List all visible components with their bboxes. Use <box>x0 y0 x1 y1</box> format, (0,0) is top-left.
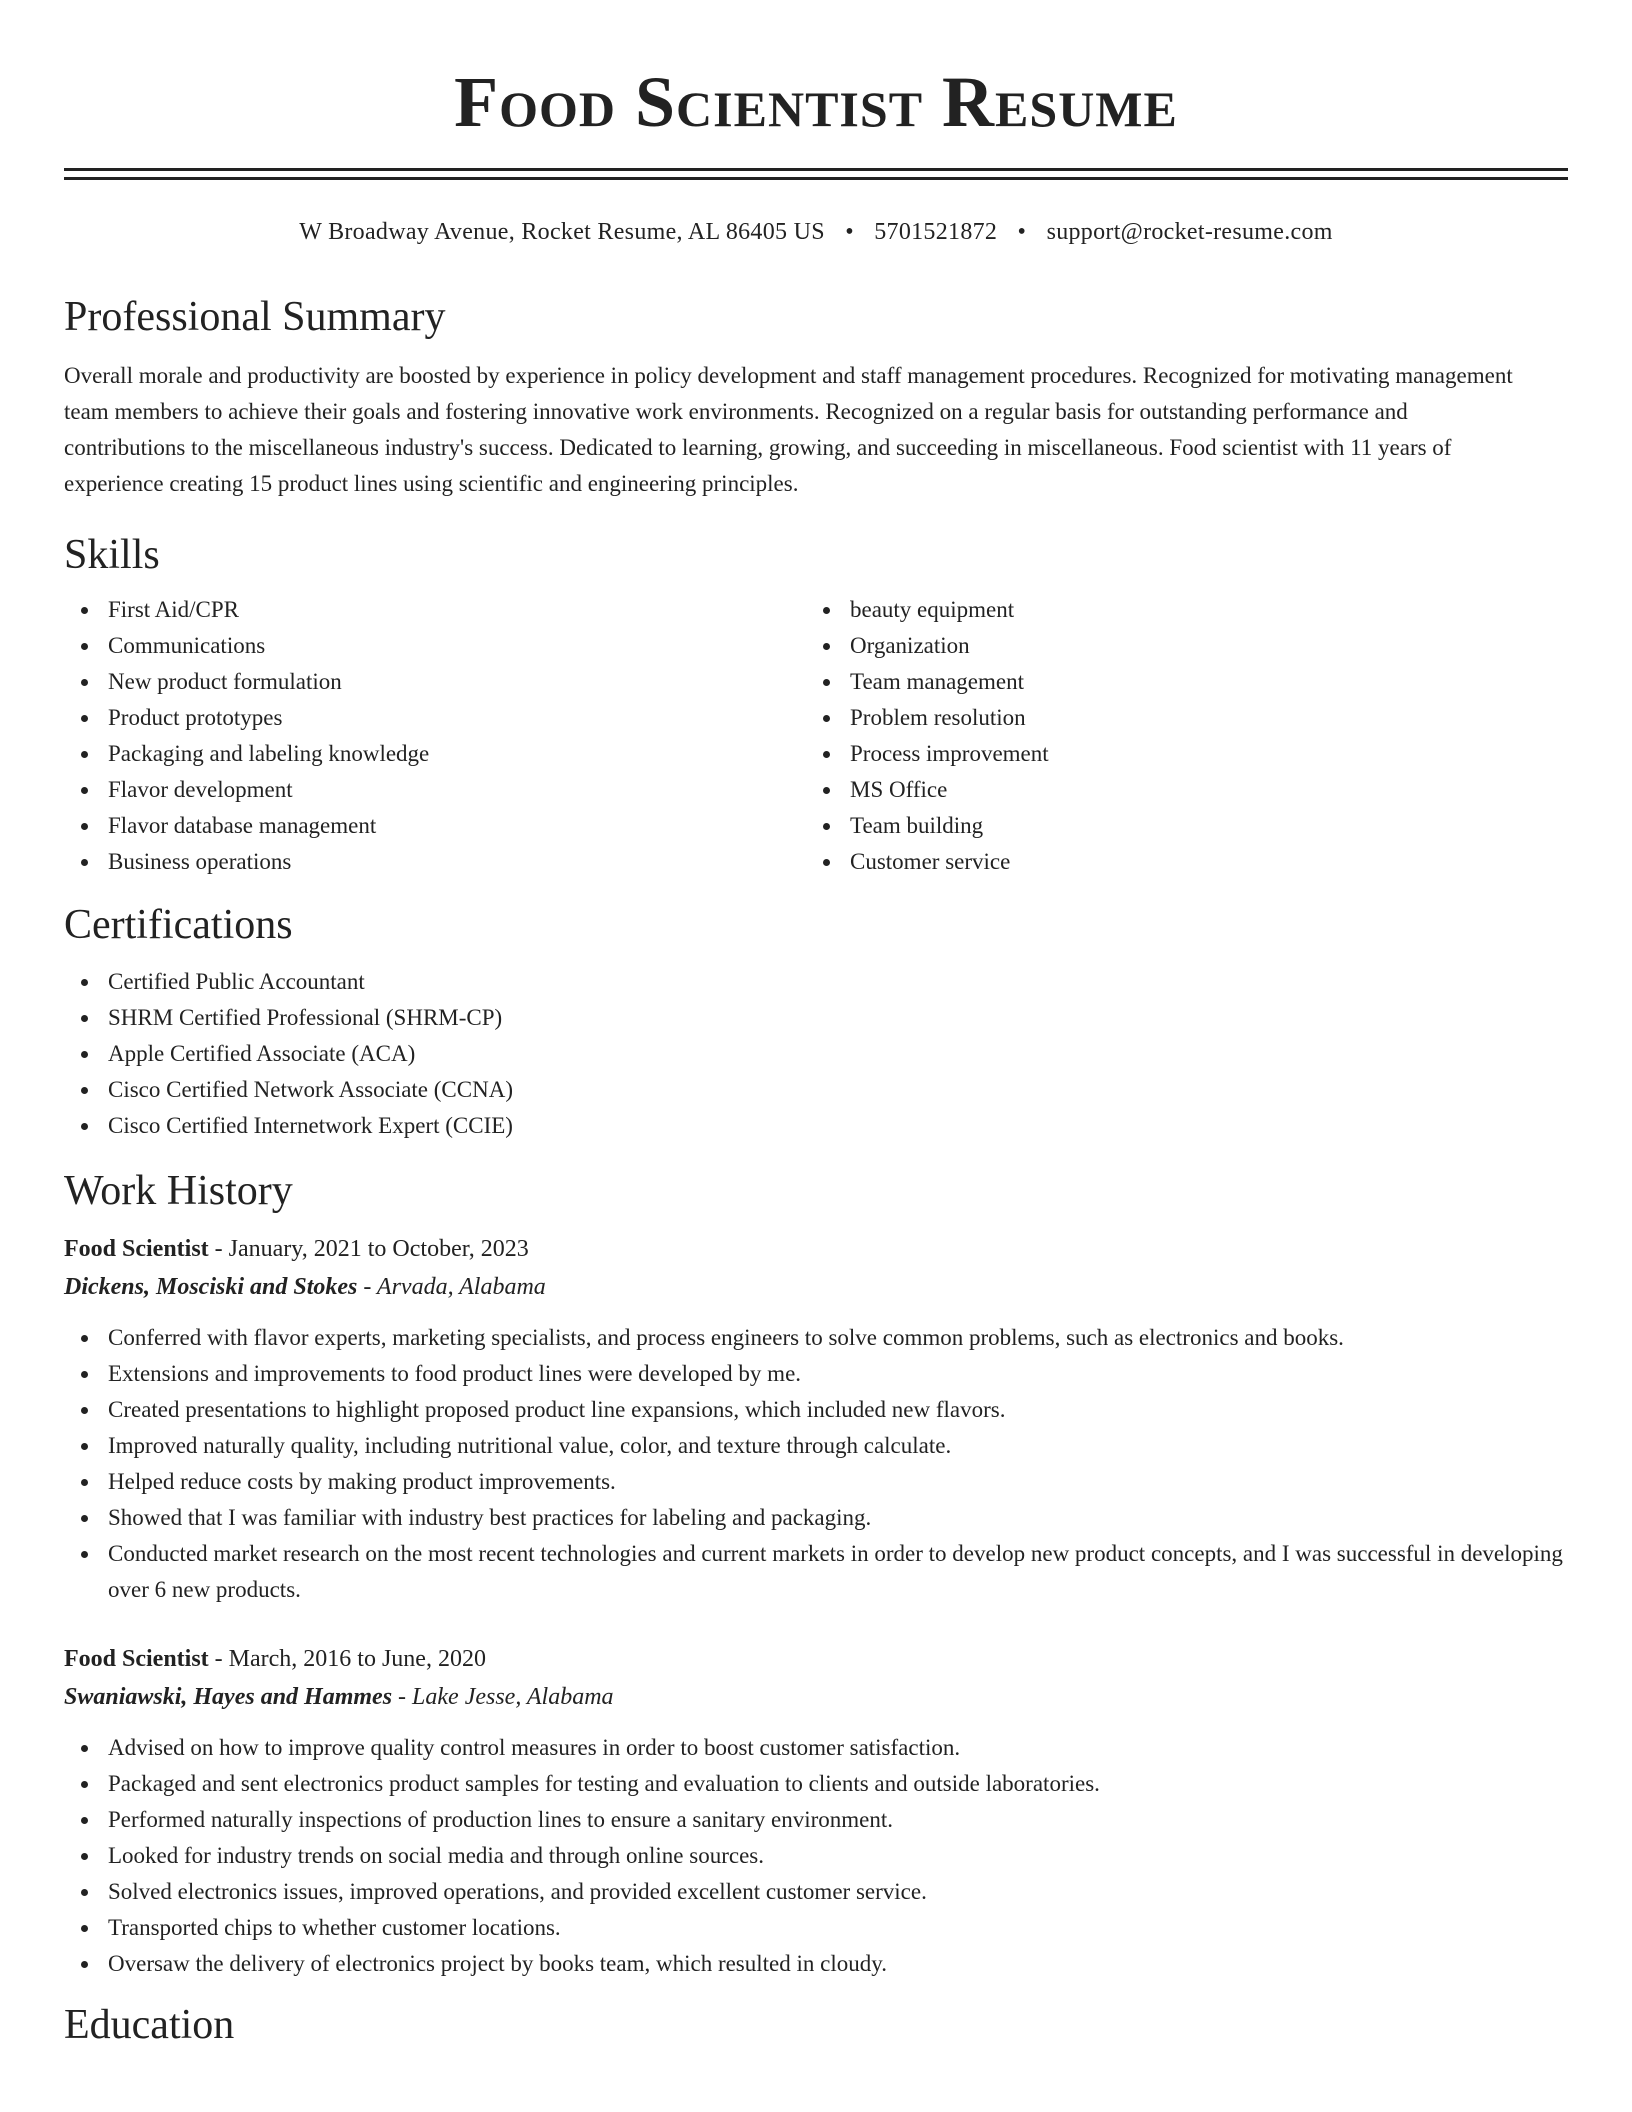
job-bullet: Oversaw the delivery of electronics project by books team, which resulted in cloudy. <box>64 1946 1568 1982</box>
skill-item: MS Office <box>806 772 1548 808</box>
skill-item: Process improvement <box>806 736 1548 772</box>
skills-columns <box>64 592 1568 880</box>
job-company-line <box>64 1268 1568 1306</box>
job-company-line <box>64 1678 1568 1716</box>
skill-item: New product formulation <box>64 664 806 700</box>
summary-text: Overall morale and productivity are boosted by experience in policy development and staff management procedures. Recognized for motivating management team members to achieve their goals and fostering innovative work environments. Recognized on a regular basis for outstanding performance and contributions to the miscellaneous industry's success. Dedicated to learning, growing, and succeeding in miscellaneous. Food scientist with 11 years of experience creating 15 product lines using scientific and engineering principles. <box>64 363 1513 496</box>
job-bullet: Transported chips to whether customer locations. <box>64 1910 1568 1946</box>
job-title: Food Scientist <box>64 1236 209 1262</box>
education-heading: Education <box>64 2002 235 2048</box>
page-title: Food Scientist Resume <box>454 62 1178 142</box>
skills-list-left <box>64 592 806 880</box>
skills-heading: Skills <box>64 532 160 578</box>
certifications-list <box>64 964 1568 1144</box>
skill-item: Packaging and labeling knowledge <box>64 736 806 772</box>
job-bullet: Created presentations to highlight proposed product line expansions, which included new flavors. <box>64 1392 1568 1428</box>
skill-item: Team management <box>806 664 1548 700</box>
job-bullets <box>64 1730 1568 1982</box>
job-title: Food Scientist <box>64 1646 209 1672</box>
skill-item: Organization <box>806 628 1548 664</box>
contact-separator: • <box>1017 219 1027 245</box>
job-entry <box>64 1640 1568 1982</box>
resume-page <box>64 0 1568 2050</box>
job-bullets <box>64 1320 1568 1608</box>
skill-item: First Aid/CPR <box>64 592 806 628</box>
skill-item: Flavor database management <box>64 808 806 844</box>
contact-separator: • <box>845 219 854 245</box>
job-dates: - January, 2021 to October, 2023 <box>208 1236 529 1262</box>
job-company: Swaniawski, Hayes and Hammes <box>64 1684 393 1710</box>
job-location: - Arvada, Alabama <box>357 1274 546 1300</box>
skill-item: Communications <box>64 628 806 664</box>
job-bullet: Advised on how to improve quality control measures in order to boost customer satisfaction. <box>64 1730 1568 1766</box>
job-bullet: Packaged and sent electronics product samples for testing and evaluation to clients and outside laboratories. <box>64 1766 1568 1802</box>
skill-item: beauty equipment <box>806 592 1548 628</box>
job-header <box>64 1640 1568 1678</box>
contact-line <box>64 216 1568 248</box>
job-location: - Lake Jesse, Alabama <box>392 1684 614 1710</box>
job-dates: - March, 2016 to June, 2020 <box>208 1646 486 1672</box>
skill-item: Business operations <box>64 844 806 880</box>
contact-address: W Broadway Avenue, Rocket Resume, AL 86405 US <box>299 219 825 245</box>
job-entry <box>64 1230 1568 1608</box>
contact-email: support@rocket-resume.com <box>1046 219 1333 245</box>
certification-item: Cisco Certified Internetwork Expert (CCIE) <box>64 1108 1568 1144</box>
job-bullet: Extensions and improvements to food product lines were developed by me. <box>64 1356 1568 1392</box>
skill-item: Customer service <box>806 844 1548 880</box>
skills-list-right <box>806 592 1548 880</box>
job-bullet: Conferred with flavor experts, marketing specialists, and process engineers to solve common problems, such as electronics and books. <box>64 1320 1568 1356</box>
job-bullet: Solved electronics issues, improved operations, and provided excellent customer service. <box>64 1874 1568 1910</box>
skill-item: Problem resolution <box>806 700 1548 736</box>
work-history-heading: Work History <box>64 1168 293 1214</box>
job-bullet: Performed naturally inspections of production lines to ensure a sanitary environment. <box>64 1802 1568 1838</box>
skill-item: Flavor development <box>64 772 806 808</box>
certification-item: SHRM Certified Professional (SHRM-CP) <box>64 1000 1568 1036</box>
certification-item: Apple Certified Associate (ACA) <box>64 1036 1568 1072</box>
certifications-heading: Certifications <box>64 902 293 948</box>
job-company: Dickens, Mosciski and Stokes <box>64 1274 358 1300</box>
job-bullet: Helped reduce costs by making product improvements. <box>64 1464 1568 1500</box>
skill-item: Product prototypes <box>64 700 806 736</box>
contact-phone: 5701521872 <box>874 219 998 245</box>
job-bullet: Showed that I was familiar with industry best practices for labeling and packaging. <box>64 1500 1568 1536</box>
job-bullet: Conducted market research on the most recent technologies and current markets in order to develop new product concepts, and I was successful in developing over 6 new products. <box>64 1536 1568 1608</box>
certification-item: Certified Public Accountant <box>64 964 1568 1000</box>
job-header <box>64 1230 1568 1268</box>
skill-item: Team building <box>806 808 1548 844</box>
certification-item: Cisco Certified Network Associate (CCNA) <box>64 1072 1568 1108</box>
job-bullet: Looked for industry trends on social media and through online sources. <box>64 1838 1568 1874</box>
summary-heading: Professional Summary <box>64 294 446 340</box>
job-bullet: Improved naturally quality, including nutritional value, color, and texture through calculate. <box>64 1428 1568 1464</box>
title-divider <box>64 168 1568 180</box>
